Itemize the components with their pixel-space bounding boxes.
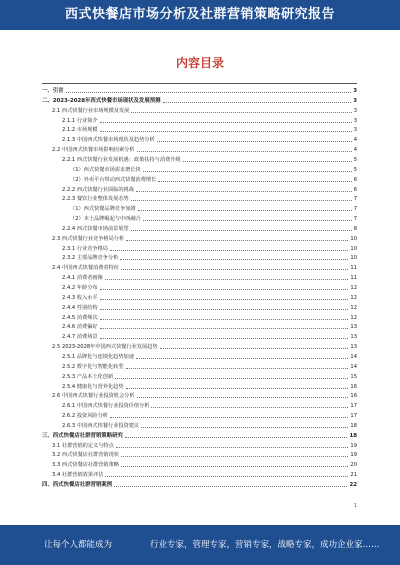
toc-entry[interactable] [62,254,357,262]
toc-entry[interactable] [62,323,357,331]
toc-entry-page: 18 [349,432,357,439]
toc-entry-label: 2.2.3 餐饮行业整体发展态势 [62,196,129,203]
toc-leader-dots [100,314,349,320]
toc-entry-page: 17 [350,413,357,420]
toc-leader-dots [120,254,348,260]
toc-entry-label: 2.5 2023-2028年中国西式快餐行业发展趋势 [52,344,158,351]
toc-entry[interactable] [62,363,357,371]
toc-entry[interactable] [62,156,357,164]
toc-entry-page: 16 [350,383,357,390]
page-number: 1 [353,503,357,509]
toc-entry-label: 2.2.2 西式快餐行业面临的挑战 [62,186,134,193]
toc-entry-page: 12 [350,314,357,321]
toc-entry[interactable] [42,432,357,440]
toc-entry[interactable] [52,392,357,400]
toc-entry-label: 2.1.1 行业简介 [62,117,98,124]
toc-divider [42,83,357,84]
toc-entry-label: （1）西式快餐品牌竞争加剧 [70,206,136,213]
toc-entry[interactable] [62,195,357,203]
toc-entry-page: 4 [353,147,357,154]
toc-entry[interactable] [52,235,357,243]
toc-entry[interactable] [42,481,357,489]
toc-entry[interactable] [62,225,357,233]
toc-entry-page: 12 [350,304,357,311]
toc-entry[interactable] [62,126,357,134]
toc-entry[interactable] [62,304,357,312]
toc-entry[interactable] [42,97,357,105]
toc-leader-dots [100,304,349,310]
toc-entry-page: 7 [353,216,357,223]
toc-title: 内容目录 [175,56,224,70]
toc-entry-label: 一、引言 [42,88,64,94]
toc-entry[interactable] [62,245,357,253]
toc-leader-dots [143,215,352,221]
toc-entry-page: 13 [350,324,357,331]
toc-entry[interactable] [52,264,357,272]
toc-leader-dots [158,176,351,182]
toc-entry-label: 2.2 中国西式快餐市场影响因素分析 [52,147,135,154]
toc-leader-dots [141,422,348,428]
toc-leader-dots [136,186,352,192]
toc-entry-label: 2.5.3 产品本土化创新 [62,373,114,380]
toc-leader-dots [137,146,352,152]
toc-entry-label: 2.5.1 品牌化与连锁化趋势加速 [62,353,134,360]
toc-entry-label: （1）西式快餐市场需求增长快 [70,166,141,173]
toc-leader-dots [131,107,351,113]
toc-entry[interactable] [70,166,357,174]
footer-slogan-left: 让每个人都能成为 [44,540,113,550]
toc-entry-page: 11 [350,275,357,282]
toc-entry-page: 10 [350,245,357,252]
toc-entry-page: 15 [350,373,357,380]
toc-entry-label: 2.3.2 主要品牌竞争分析 [62,255,119,262]
toc-leader-dots [121,264,348,270]
toc-entry-page: 12 [350,294,357,301]
toc-leader-dots [114,481,347,487]
toc-leader-dots [100,323,349,329]
toc-entry[interactable] [52,146,357,154]
toc-entry-page: 22 [349,482,357,488]
toc-entry[interactable] [62,186,357,194]
toc-entry[interactable] [62,314,357,322]
toc-entry[interactable] [62,117,357,125]
toc-leader-dots [160,343,349,349]
toc-leader-dots [115,373,348,379]
toc-entry-label: 2.3 西式快餐行业竞争格局分析 [52,235,125,242]
toc-entry-page: 13 [350,334,357,341]
toc-entry-page: 5 [353,156,357,163]
toc-entry-label: 2.1 西式快餐行业市场规模及发展 [52,107,130,114]
toc-entry-label: 2.5.2 数字化与智能化转型 [62,363,124,370]
toc-entry[interactable] [52,442,357,450]
toc-entry[interactable] [42,87,357,95]
toc-entry-label: （2）本土品牌崛起与中西融合 [70,216,141,223]
toc-entry-label: 2.4.1 消费者画像 [62,275,103,282]
toc-entry-page: 7 [353,196,357,203]
toc-entry-label: 2.5.4 健康化与营养化趋势 [62,383,124,390]
toc-entry-label: 3.4 社群营销效果评估 [52,472,104,479]
toc-leader-dots [131,195,352,201]
toc-entry[interactable] [62,412,357,420]
toc-entry-label: 2.6.2 投资风险分析 [62,413,108,420]
toc-entry-label: 2.4.7 消费场景 [62,334,98,341]
toc-leader-dots [136,353,348,359]
toc-entry-label: 2.2.4 西式快餐市场前景展望 [62,225,129,232]
toc-leader-dots [126,363,349,369]
toc-entry[interactable] [62,422,357,430]
toc-leader-dots [126,383,349,389]
toc-entry-label: 2.4.5 消费频次 [62,314,98,321]
toc-entry-page: 8 [353,225,357,232]
toc-entry[interactable] [62,353,357,361]
toc-leader-dots [100,117,352,123]
toc-entry-page: 14 [350,353,357,360]
toc-entry-page: 19 [350,442,357,449]
toc-entry[interactable] [52,461,357,469]
toc-entry[interactable] [62,333,357,341]
toc-leader-dots [100,284,349,290]
toc-leader-dots [137,392,349,398]
toc-entry-page: 13 [350,344,357,351]
toc-entry[interactable] [52,471,357,479]
toc-leader-dots [138,205,352,211]
toc-entry-label: 3.1 社群营销的定义与特点 [52,442,114,449]
footer-bar [0,525,400,565]
toc-entry[interactable] [62,294,357,302]
toc-entry-page: 3 [353,97,357,104]
toc-entry-label: （2）外卖平台带动西式快餐消费增长 [70,176,157,183]
toc-entry-page: 18 [350,422,357,429]
toc-entry-label: 2.4.6 消费偏好 [62,324,98,331]
toc-entry-label: 2.3.1 行业竞争格局 [62,245,108,252]
toc-entry-page: 17 [350,403,357,410]
toc-entry-page: 6 [353,176,357,183]
toc-entry-label: 2.1.3 中国西式快餐市场现状及趋势分析 [62,137,155,144]
toc-entry-label: 2.6.1 中国西式快餐行业投资价值分析 [62,403,150,410]
toc-entry-page: 3 [353,88,357,94]
toc-entry[interactable] [62,284,357,292]
toc-entry-label: 2.4.2 年龄分布 [62,285,98,291]
toc-entry-label: 四、西式快餐店社群营销案例 [42,482,113,488]
toc-entry-page: 20 [350,462,357,469]
toc-leader-dots [157,136,352,142]
toc-entry-page: 21 [350,472,357,479]
toc-leader-dots [66,87,352,93]
toc-leader-dots [100,294,349,300]
toc-leader-dots [163,97,352,103]
toc-leader-dots [183,156,352,162]
toc-entry-page: 3 [353,127,357,134]
toc-leader-dots [121,461,348,467]
toc-entry-page: 10 [350,255,357,262]
toc-leader-dots [105,471,348,477]
toc-entry[interactable] [62,383,357,391]
toc-entry-page: 3 [353,107,357,114]
toc-entry-page: 3 [353,117,357,124]
toc-leader-dots [151,402,348,408]
toc-entry-label: 2.6.3 中国西式快餐行业投资建议 [62,422,140,429]
toc-entry-page: 12 [350,285,357,291]
toc-leader-dots [110,412,348,418]
toc-entry-page: 10 [350,235,357,242]
toc-leader-dots [121,451,348,457]
toc-leader-dots [131,225,352,231]
toc-entry-page: 19 [350,452,357,459]
toc-entry-label: 2.4.3 收入水平 [62,294,98,301]
toc-entry-page: 4 [353,137,357,144]
toc-entry[interactable] [62,136,357,144]
toc-entry[interactable] [52,107,357,115]
report-title: 西式快餐店市场分析及社群营销策略研究报告 [64,7,335,22]
toc-entry-label: 2.4 中国西式快餐消费者特征 [52,265,119,272]
toc-leader-dots [110,245,348,251]
toc-entry[interactable] [70,176,357,184]
toc-leader-dots [126,235,348,241]
toc-entry-label: 3.2 西式快餐店社群营销现状 [52,452,119,459]
toc-entry-page: 14 [350,363,357,370]
toc-entry[interactable] [70,215,357,223]
toc-entry[interactable] [70,205,357,213]
toc-entry[interactable] [62,373,357,381]
toc-leader-dots [105,274,349,280]
toc-entry-label: 2.1.2 市场规模 [62,127,98,134]
toc-leader-dots [100,126,352,132]
toc-entry-page: 16 [350,393,357,400]
toc-entry-page: 11 [350,265,357,272]
toc-entry-label: 3.3 西式快餐店社群营销策略 [52,462,119,469]
toc-leader-dots [143,166,352,172]
toc-entry-page: 6 [353,186,357,193]
toc-entry-label: 2.6 中国西式快餐行业投资机会分析 [52,393,135,400]
toc-entry[interactable] [52,343,357,351]
footer-slogan-right: 行业专家，管理专家，营销专家，战略专家，成功企业家…… [150,540,380,550]
toc-entry-label: 2.4.4 性别结构 [62,304,98,311]
toc-entry-label: 三、西式快餐店社群营销策略研究 [42,432,123,439]
toc-leader-dots [100,333,349,339]
toc-entry[interactable] [52,451,357,459]
toc-leader-dots [125,432,348,438]
toc-entry-label: 2.2.1 西式快餐行业发展机遇：政策扶持与消费升级 [62,156,181,163]
toc-entry[interactable] [62,274,357,282]
toc-entry-page: 5 [353,166,357,173]
toc-entry-label: 二、2023-2028年西式快餐市场现状及发展预测 [42,97,161,104]
toc-entry-page: 7 [353,206,357,213]
toc-entry[interactable] [62,402,357,410]
toc-leader-dots [116,442,349,448]
